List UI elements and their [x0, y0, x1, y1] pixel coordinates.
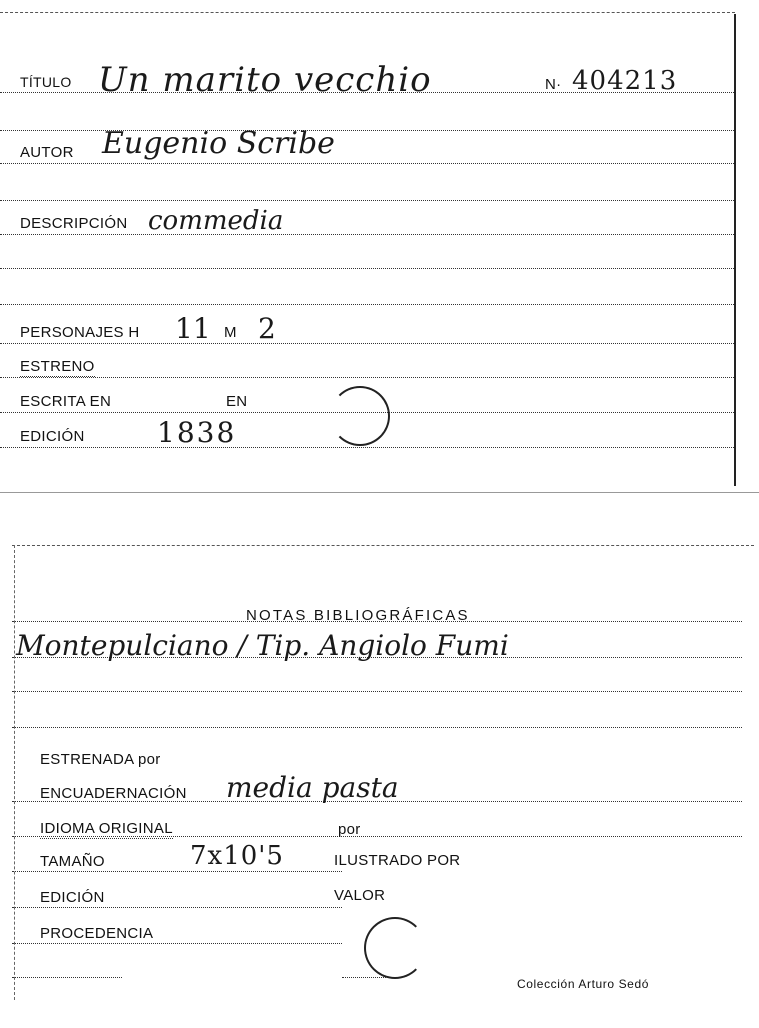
card-top-edge [12, 545, 754, 546]
numero-value: 404213 [572, 66, 678, 96]
personajes-h-label: PERSONAJES H [20, 324, 140, 341]
ruled-line [0, 200, 734, 201]
autor-label: AUTOR [20, 144, 74, 161]
numero-label: N· [545, 76, 562, 93]
estrenada-label: ESTRENADA por [40, 751, 161, 768]
ruled-line [0, 304, 734, 305]
top-catalog-card [0, 12, 740, 490]
personajes-m-label: M [224, 324, 237, 341]
tamano-value: 7x10'5 [190, 841, 284, 871]
autor-value: Eugenio Scribe [102, 126, 335, 161]
en-label: EN [226, 393, 248, 410]
card-left-edge [14, 545, 15, 1000]
ruled-line [12, 691, 742, 692]
card-separator [0, 492, 759, 493]
edicion-label: EDICIÓN [20, 428, 85, 445]
titulo-label: TÍTULO [20, 74, 72, 90]
edicion-value: 1838 [157, 416, 237, 449]
collection-credit: Colección Arturo Sedó [517, 977, 650, 991]
personajes-h-value: 11 [175, 312, 211, 345]
ruled-line [12, 943, 342, 944]
procedencia-label: PROCEDENCIA [40, 925, 154, 942]
punch-hole [364, 917, 426, 979]
escrita-en-label: ESCRITA EN [20, 393, 112, 410]
titulo-value: Un marito vecchio [98, 60, 432, 100]
estreno-label: ESTRENO [20, 358, 95, 375]
ruled-line [0, 343, 734, 344]
ruled-line [0, 234, 734, 235]
ruled-line [0, 268, 734, 269]
ruled-line [0, 163, 734, 164]
ruled-line [12, 977, 122, 978]
personajes-m-value: 2 [258, 312, 276, 345]
ilustrado-label: ILUSTRADO POR [334, 852, 461, 869]
encuadernacion-label: ENCUADERNACIÓN [40, 785, 187, 802]
valor-label: VALOR [334, 887, 386, 904]
por-label: por [338, 821, 361, 838]
ruled-line [12, 907, 342, 908]
notas-value: Montepulciano / Tip. Angiolo Fumi [16, 629, 509, 662]
card-top-edge [0, 12, 735, 13]
idioma-label: IDIOMA ORIGINAL [40, 820, 173, 837]
encuadernacion-value: media pasta [226, 771, 399, 804]
ruled-line [12, 871, 342, 872]
ruled-line [0, 377, 734, 378]
tamano-label: TAMAÑO [40, 853, 105, 870]
notas-title: NOTAS BIBLIOGRÁFICAS [246, 607, 470, 624]
edicion-label: EDICIÓN [40, 889, 105, 906]
descripcion-label: DESCRIPCIÓN [20, 215, 128, 232]
ruled-line [12, 727, 742, 728]
descripcion-value: commedia [148, 206, 284, 236]
punch-hole [330, 386, 390, 446]
card-right-edge [734, 14, 736, 486]
ruled-line [0, 447, 734, 448]
bottom-catalog-card [12, 545, 754, 1015]
